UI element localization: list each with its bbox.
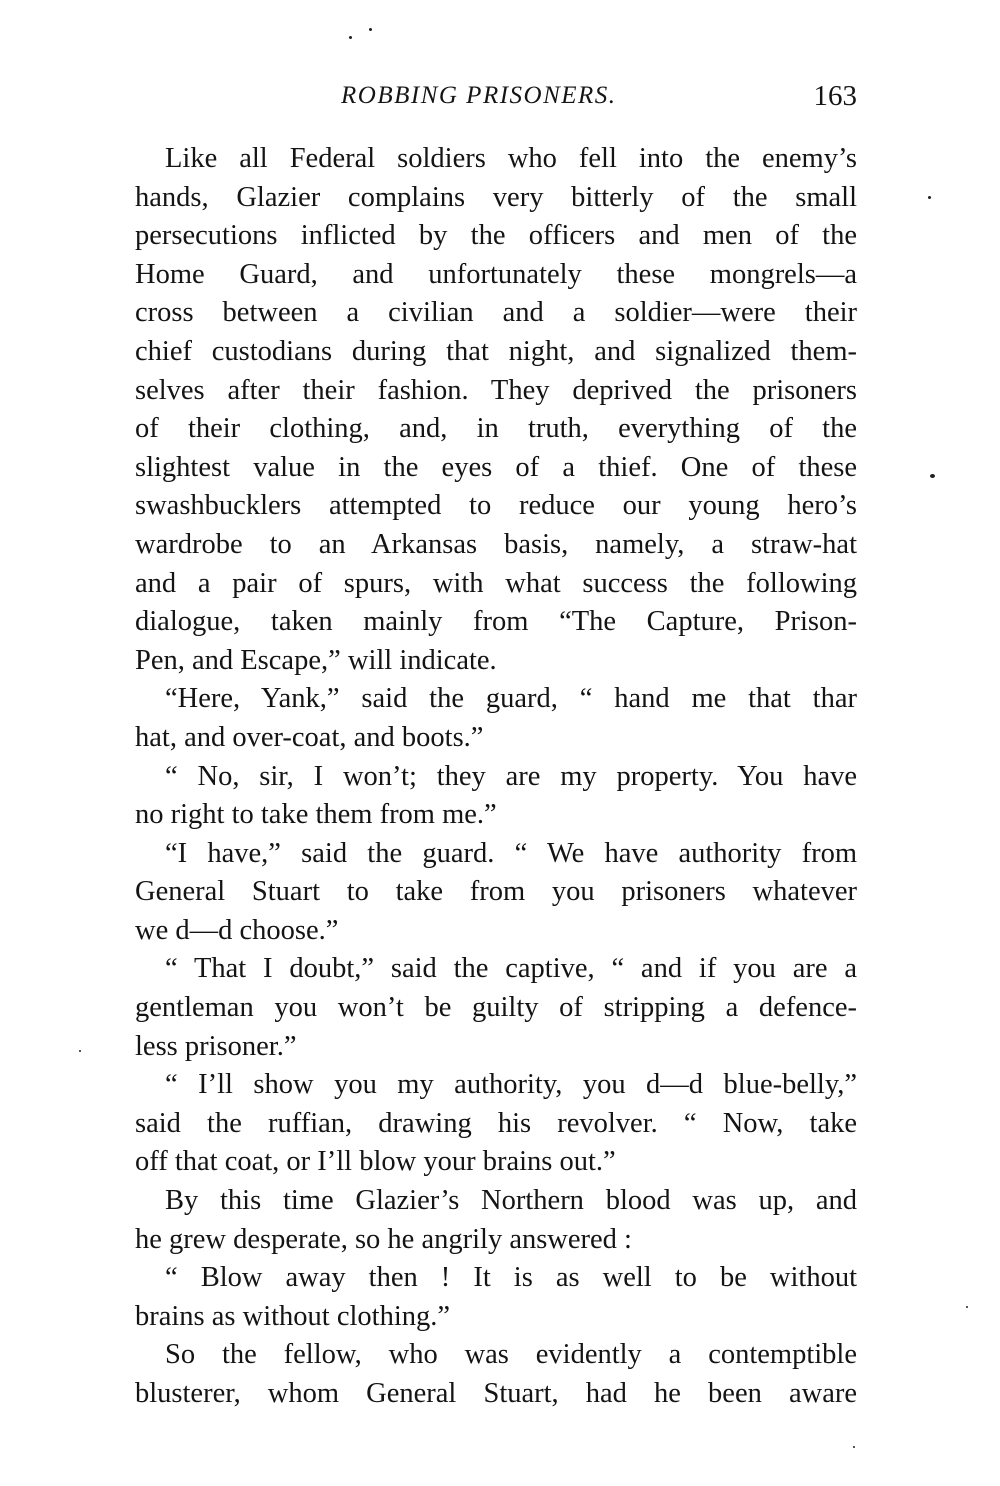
text-line: persecutions inflicted by the officers and men of the [135, 220, 857, 252]
text-line: gentleman you won’t be guilty of stripping a defence- [135, 992, 857, 1024]
text-line: Like all Federal soldiers who fell into the enemy’s [165, 143, 857, 174]
ink-speck [930, 474, 935, 478]
ink-speck [349, 36, 352, 39]
text-line: we d—d choose.” [135, 914, 339, 946]
text-line: brains as without clothing.” [135, 1300, 451, 1332]
text-line: So the fellow, who was evidently a contemptible [165, 1339, 857, 1371]
text-line: wardrobe to an Arkansas basis, namely, a straw-hat [135, 528, 857, 560]
text-line: dialogue, taken mainly from “The Capture, Prison- [135, 606, 857, 638]
text-line: off that coat, or I’ll blow your brains out.” [135, 1146, 616, 1178]
text-line: Home Guard, and unfortunately these mongrels—a [135, 258, 857, 290]
ink-speck [79, 1050, 81, 1052]
text-line: swashbucklers attempted to reduce our young hero’s [135, 490, 857, 522]
text-line: hat, and over-coat, and boots.” [135, 721, 484, 753]
text-line: less prisoner.” [135, 1030, 297, 1062]
text-line: and a pair of spurs, with what success the following [135, 567, 857, 599]
text-line: General Stuart to take from you prisoners whatever [135, 876, 857, 908]
ink-speck [853, 1446, 855, 1448]
page-number: 163 [813, 80, 857, 112]
text-line: chief custodians during that night, and signalized them- [135, 335, 857, 367]
ink-speck [966, 1306, 968, 1308]
text-line: cross between a civilian and a soldier—were their [135, 297, 857, 329]
text-line: “ Blow away then ! It is as well to be without [165, 1262, 857, 1294]
text-line: “ That I doubt,” said the captive, “ and if you are a [165, 953, 857, 985]
text-line: “ No, sir, I won’t; they are my property. You have [165, 760, 857, 792]
text-line: “ I’ll show you my authority, you d—d blue-belly,” [165, 1069, 857, 1101]
text-line: no right to take them from me.” [135, 799, 497, 831]
ink-speck [928, 196, 931, 199]
text-line: blusterer, whom General Stuart, had he been aware [135, 1378, 857, 1409]
running-head: ROBBING PRISONERS. [341, 82, 617, 109]
text-line: Pen, and Escape,” will indicate. [135, 644, 497, 676]
ink-speck [369, 28, 372, 31]
text-line: By this time Glazier’s Northern blood was up, and [165, 1185, 857, 1217]
text-line: said the ruffian, drawing his revolver. “ Now, take [135, 1107, 857, 1139]
text-line: selves after their fashion. They deprived the prisoners [135, 374, 857, 406]
text-line: of their clothing, and, in truth, everything of the [135, 413, 857, 445]
text-line: “Here, Yank,” said the guard, “ hand me that thar [165, 683, 857, 715]
text-line: he grew desperate, so he angrily answered : [135, 1223, 632, 1255]
text-line: hands, Glazier complains very bitterly of the small [135, 181, 857, 213]
page-header [135, 78, 857, 118]
text-line: “I have,” said the guard. “ We have authority from [165, 837, 857, 869]
body-text [135, 140, 857, 1414]
text-line: slightest value in the eyes of a thief. One of these [135, 451, 857, 483]
